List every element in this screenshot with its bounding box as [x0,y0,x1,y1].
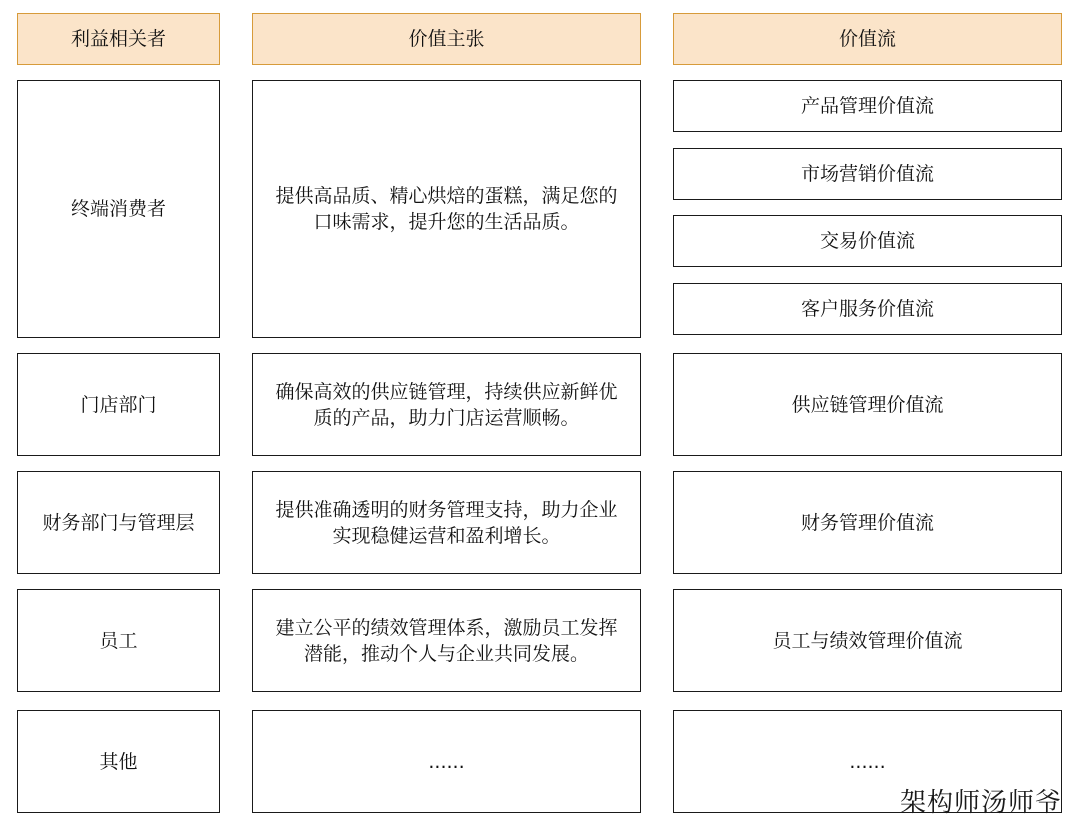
value-stream-label: 财务管理价值流 [800,511,934,534]
stakeholder-label: 员工 [99,629,138,652]
stakeholder-box [17,353,220,456]
header-value-stream [673,13,1062,65]
value-proposition-box [252,710,641,813]
value-proposition-text: 提供准确透明的财务管理支持，助力企业实现稳健运营和盈利增长。 [275,498,618,547]
stakeholder-label: 终端消费者 [70,198,166,220]
value-stream-box [673,215,1062,267]
value-stream-label: 客户服务价值流 [800,298,934,320]
header-value-proposition [252,13,641,65]
stakeholder-label: 门店部门 [80,393,157,416]
stakeholder-box [17,589,220,692]
value-proposition-text: ...... [428,750,465,773]
value-proposition-text: 建立公平的绩效管理体系，激励员工发挥潜能，推动个人与企业共同发展。 [275,616,618,665]
value-stream-box [673,80,1062,132]
header-stakeholder [17,13,220,65]
stakeholder-box [17,710,220,813]
value-stream-box [673,353,1062,456]
value-stream-box [673,148,1062,200]
stakeholder-label: 其他 [99,750,138,773]
stakeholder-box [17,471,220,574]
value-proposition-text: 提供高品质、精心烘焙的蛋糕，满足您的口味需求，提升您的生活品质。 [275,185,618,233]
value-proposition-box [252,353,641,456]
stakeholder-box [17,80,220,338]
value-proposition-text: 确保高效的供应链管理，持续供应新鲜优质的产品，助力门店运营顺畅。 [275,380,618,429]
value-stream-label: 员工与绩效管理价值流 [772,629,963,652]
value-proposition-box [252,80,641,338]
value-stream-label: 市场营销价值流 [800,163,934,185]
watermark: 架构师汤师爷 [899,788,1062,818]
value-stream-label: ...... [849,750,886,773]
header-stakeholder-label: 利益相关者 [70,28,166,50]
value-stream-box [673,471,1062,574]
header-value-proposition-label: 价值主张 [408,28,485,50]
value-stream-label: 产品管理价值流 [800,95,934,117]
stakeholder-label: 财务部门与管理层 [42,511,195,534]
value-stream-box [673,589,1062,692]
value-stream-box [673,283,1062,335]
value-stream-label: 供应链管理价值流 [791,393,944,416]
value-proposition-box [252,471,641,574]
value-stream-label: 交易价值流 [819,230,915,252]
header-value-stream-label: 价值流 [838,28,896,50]
value-proposition-box [252,589,641,692]
